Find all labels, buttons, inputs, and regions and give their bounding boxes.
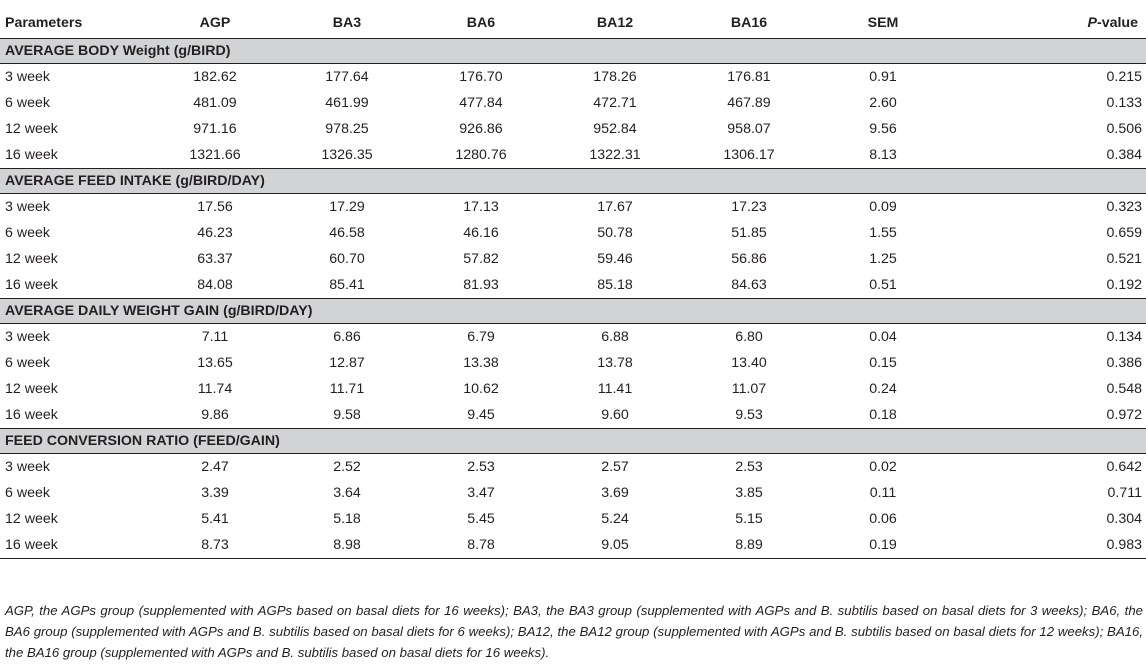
table-cell: 0.18 [816, 402, 950, 429]
table-cell: 0.548 [1106, 381, 1142, 397]
table-cell: 13.38 [463, 355, 499, 371]
row-label: 12 week [5, 121, 58, 137]
table-cell: 13.40 [731, 355, 767, 371]
table-cell: 0.133 [1106, 95, 1142, 111]
table-cell: 0.192 [950, 272, 1146, 299]
table-row [0, 142, 1146, 169]
table-cell: 60.70 [329, 251, 365, 267]
table-cell: 13.65 [197, 355, 233, 371]
table-cell: 46.58 [329, 225, 365, 241]
table-cell: 3.64 [333, 485, 361, 501]
table-cell: 2.60 [869, 95, 897, 111]
table-footnote: AGP, the AGPs group (supplemented with AGPs based on basal diets for 16 weeks); BA3, the BA3 group (supplemented with AGPs and B. subtilis based on basal diets for 3 weeks); BA6, the BA6 group (supplemented with AGPs and B. subtilis based on basal diets for 6 weeks); BA12, the BA12 group (supplemented with AGPs and B. subtilis based on basal diets for 12 weeks); BA16, the BA16 group (supplemented with AGPs and B. subtilis based on basal diets for 16 weeks). [5, 603, 1143, 660]
table-row [0, 194, 1146, 221]
table-body [0, 39, 1146, 559]
table-cell: 17.23 [731, 199, 767, 215]
table-cell: 17.13 [463, 199, 499, 215]
header-sem: SEM [816, 7, 950, 39]
row-label: 12 week [5, 511, 58, 527]
table-cell: 952.84 [593, 121, 637, 137]
table-row [0, 506, 1146, 532]
table-cell: 12.87 [329, 355, 365, 371]
table-cell: 0.323 [1106, 199, 1142, 215]
table-cell: 7.11 [201, 329, 229, 345]
table-cell: 0.521 [1106, 251, 1142, 267]
table-cell: 926.86 [459, 121, 503, 137]
table-cell: 50.78 [597, 225, 633, 241]
table-cell: 57.82 [463, 251, 499, 267]
header-p-value [950, 7, 1146, 39]
table-cell: 1280.76 [414, 142, 548, 169]
row-label: 3 week [5, 459, 50, 475]
table-cell: 85.18 [548, 272, 682, 299]
table-cell: 0.04 [869, 329, 897, 345]
table-cell: 46.16 [463, 225, 499, 241]
table-cell: 472.71 [593, 95, 637, 111]
row-label: 6 week [5, 225, 50, 241]
table-cell: 84.63 [682, 272, 816, 299]
section-title: AVERAGE BODY Weight (g/BIRD) [0, 39, 1146, 64]
table-cell: 978.25 [325, 121, 369, 137]
table-cell: 0.24 [869, 381, 897, 397]
table-cell: 2.53 [735, 459, 763, 475]
table-cell: 9.58 [280, 402, 414, 429]
table-cell: 1.55 [869, 225, 897, 241]
table-cell: 0.972 [950, 402, 1146, 429]
header-ba16: BA16 [682, 7, 816, 39]
table-cell: 0.15 [869, 355, 897, 371]
table-cell: 17.29 [329, 199, 365, 215]
table-row [0, 402, 1146, 429]
table-cell: 5.41 [201, 511, 229, 527]
table-cell: 182.62 [193, 69, 237, 85]
table-cell: 0.51 [816, 272, 950, 299]
header-p-suffix: -value [1096, 14, 1138, 31]
table-row [0, 90, 1146, 116]
table-cell: 6.88 [601, 329, 629, 345]
header-parameters: Parameters [0, 7, 150, 39]
header-p-italic: P [1087, 14, 1097, 31]
table-cell: 8.78 [414, 532, 548, 559]
table-cell: 63.37 [197, 251, 233, 267]
table-cell: 11.74 [197, 381, 233, 397]
table-cell: 2.52 [333, 459, 361, 475]
table-cell: 13.78 [597, 355, 633, 371]
row-label: 16 week [0, 272, 150, 299]
table-header [0, 7, 1146, 39]
table-cell: 958.07 [727, 121, 771, 137]
header-ba6: BA6 [414, 7, 548, 39]
table-cell: 81.93 [414, 272, 548, 299]
table-cell: 3.69 [601, 485, 629, 501]
table-cell: 11.07 [731, 381, 767, 397]
table-cell: 0.06 [869, 511, 897, 527]
header-ba12: BA12 [548, 7, 682, 39]
table-cell: 1322.31 [548, 142, 682, 169]
table-cell: 177.64 [325, 69, 369, 85]
table-cell: 0.91 [869, 69, 897, 85]
table-cell: 9.05 [548, 532, 682, 559]
table-cell: 9.53 [682, 402, 816, 429]
row-label: 16 week [0, 402, 150, 429]
table-cell: 5.45 [467, 511, 495, 527]
table-cell: 84.08 [150, 272, 280, 299]
table-cell: 3.39 [201, 485, 229, 501]
table-cell: 0.642 [1106, 459, 1142, 475]
section-title: AVERAGE DAILY WEIGHT GAIN (g/BIRD/DAY) [0, 299, 1146, 324]
table-cell: 1321.66 [150, 142, 280, 169]
table-cell: 3.47 [467, 485, 495, 501]
table-cell: 2.53 [467, 459, 495, 475]
table-cell: 461.99 [325, 95, 369, 111]
table-cell: 0.19 [816, 532, 950, 559]
table-cell: 9.45 [414, 402, 548, 429]
table-cell: 0.134 [1106, 329, 1142, 345]
section-row [0, 429, 1146, 454]
table-cell: 8.73 [150, 532, 280, 559]
table-row [0, 220, 1146, 246]
table-row [0, 480, 1146, 506]
section-row [0, 39, 1146, 64]
table-cell: 0.711 [1107, 485, 1142, 501]
table-row [0, 272, 1146, 299]
table-cell: 8.13 [816, 142, 950, 169]
table-cell: 11.71 [329, 381, 365, 397]
table-row [0, 532, 1146, 559]
table-cell: 0.02 [869, 459, 897, 475]
table-cell: 17.56 [197, 199, 233, 215]
table-cell: 85.41 [280, 272, 414, 299]
table-row [0, 350, 1146, 376]
row-label: 16 week [0, 142, 150, 169]
section-row [0, 169, 1146, 194]
table-cell: 17.67 [597, 199, 633, 215]
table-cell: 11.41 [597, 381, 633, 397]
table-cell: 59.46 [597, 251, 633, 267]
row-label: 3 week [5, 199, 50, 215]
section-title: FEED CONVERSION RATIO (FEED/GAIN) [0, 429, 1146, 454]
row-label: 6 week [5, 485, 50, 501]
table-cell: 56.86 [731, 251, 767, 267]
table-cell: 9.56 [869, 121, 897, 137]
table-cell: 9.86 [150, 402, 280, 429]
table-cell: 1.25 [869, 251, 897, 267]
row-label: 6 week [5, 95, 50, 111]
table-row [0, 454, 1146, 481]
table-cell: 8.89 [682, 532, 816, 559]
table-cell: 1306.17 [682, 142, 816, 169]
row-label: 3 week [5, 69, 50, 85]
row-label: 12 week [5, 381, 58, 397]
table-cell: 51.85 [731, 225, 767, 241]
table-row [0, 116, 1146, 142]
row-label: 16 week [0, 532, 150, 559]
table-cell: 0.09 [869, 199, 897, 215]
table-cell: 9.60 [548, 402, 682, 429]
table-cell: 0.506 [1106, 121, 1142, 137]
table-cell: 467.89 [727, 95, 771, 111]
table-cell: 481.09 [193, 95, 237, 111]
table-cell: 176.81 [727, 69, 771, 85]
row-label: 6 week [5, 355, 50, 371]
table-cell: 1326.35 [280, 142, 414, 169]
row-label: 12 week [5, 251, 58, 267]
table-cell: 477.84 [459, 95, 503, 111]
table-row [0, 64, 1146, 91]
table-cell: 6.80 [735, 329, 763, 345]
header-row [0, 7, 1146, 39]
table-cell: 176.70 [459, 69, 503, 85]
table-cell: 10.62 [463, 381, 499, 397]
table-cell: 6.86 [333, 329, 361, 345]
table-cell: 2.57 [601, 459, 629, 475]
table-row [0, 246, 1146, 272]
table-cell: 6.79 [467, 329, 495, 345]
table-cell: 0.983 [950, 532, 1146, 559]
table-cell: 971.16 [193, 121, 237, 137]
section-row [0, 299, 1146, 324]
table-cell: 178.26 [593, 69, 637, 85]
table-cell: 5.24 [601, 511, 629, 527]
table-cell: 5.15 [735, 511, 763, 527]
row-label: 3 week [5, 329, 50, 345]
header-agp: AGP [150, 7, 280, 39]
table-cell: 2.47 [201, 459, 229, 475]
table-cell: 0.659 [1106, 225, 1142, 241]
growth-performance-table [0, 7, 1146, 559]
table-cell: 46.23 [197, 225, 233, 241]
table-cell: 0.304 [1106, 511, 1142, 527]
table-cell: 0.384 [950, 142, 1146, 169]
table-cell: 8.98 [280, 532, 414, 559]
table-cell: 0.386 [1106, 355, 1142, 371]
header-ba3: BA3 [280, 7, 414, 39]
table-row [0, 376, 1146, 402]
table-cell: 3.85 [735, 485, 763, 501]
table-cell: 5.18 [333, 511, 361, 527]
table-row [0, 324, 1146, 351]
section-title: AVERAGE FEED INTAKE (g/BIRD/DAY) [0, 169, 1146, 194]
table-cell: 0.215 [1106, 69, 1142, 85]
table-cell: 0.11 [869, 485, 897, 501]
